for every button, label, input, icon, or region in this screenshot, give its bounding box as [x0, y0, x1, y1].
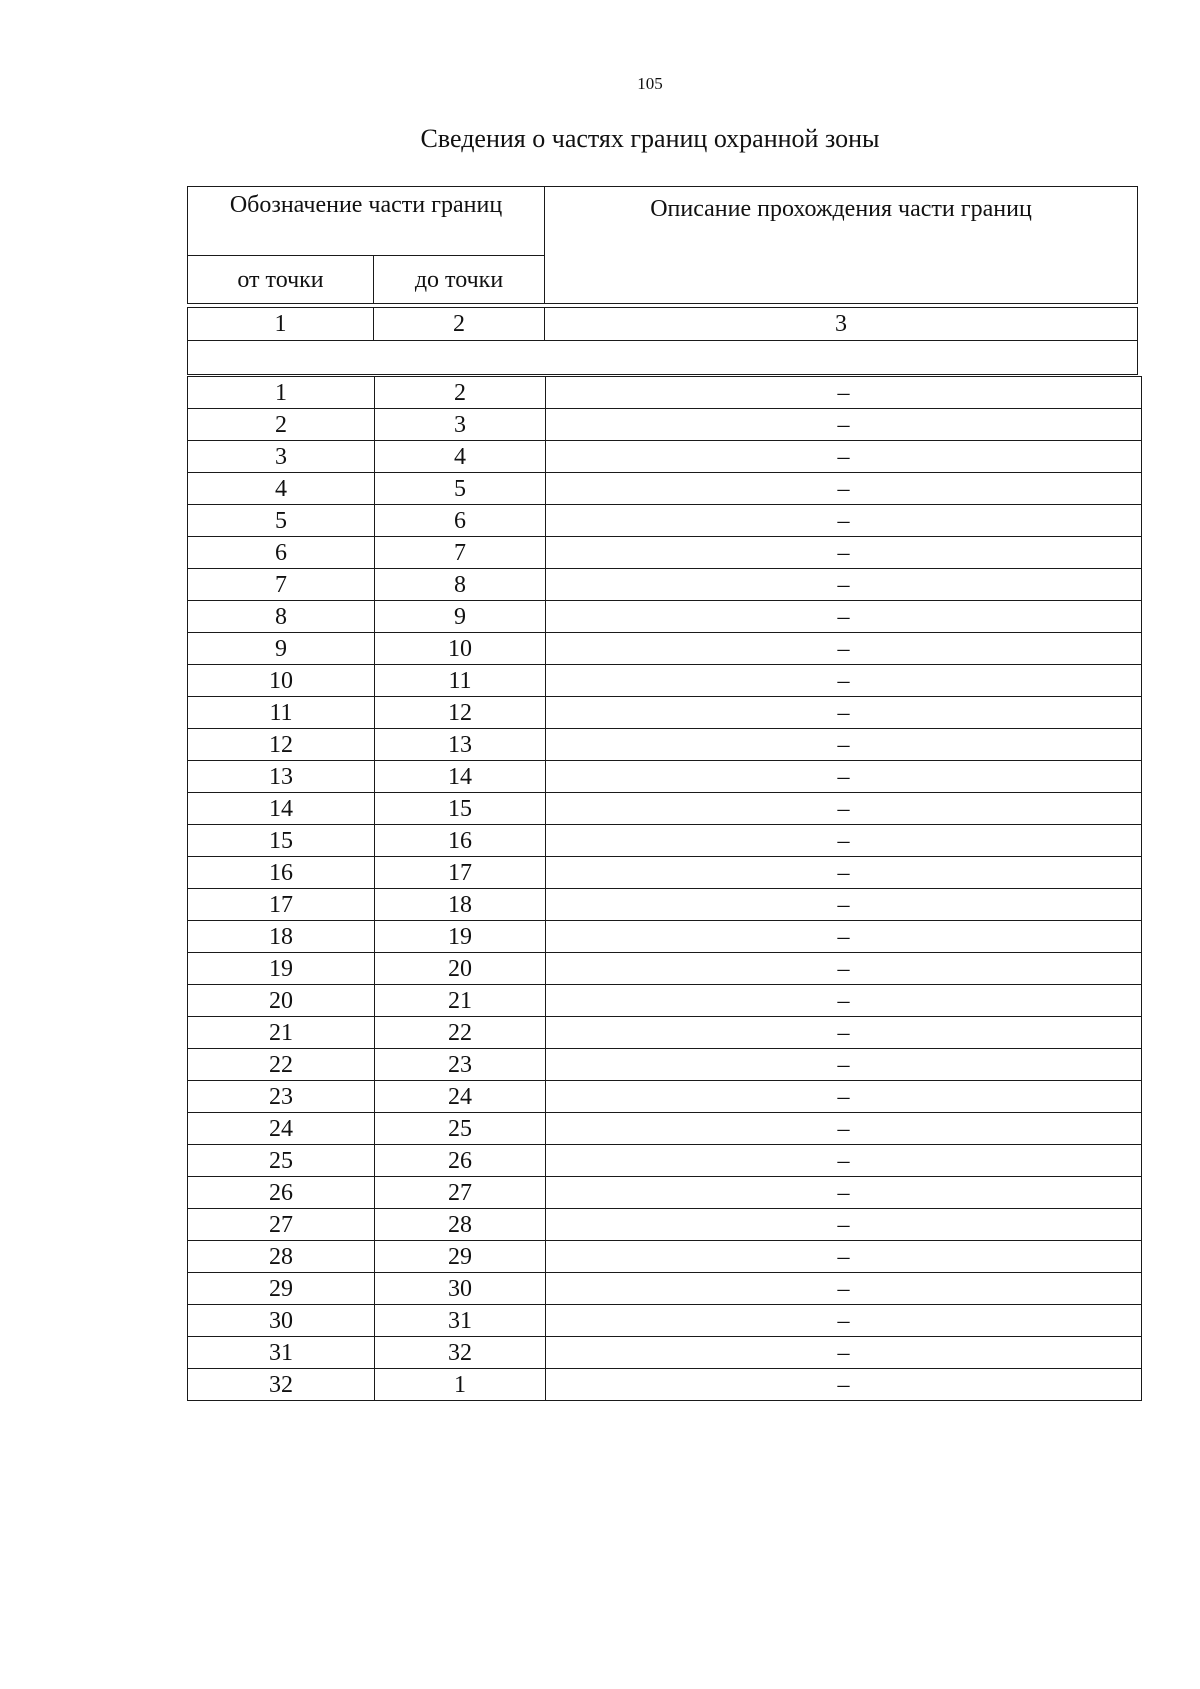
- from-point-cell: 26: [188, 1177, 375, 1209]
- table-row: [188, 729, 1142, 761]
- from-point-cell: 14: [188, 793, 375, 825]
- from-point-cell: 16: [188, 857, 375, 889]
- to-point-cell: 23: [375, 1049, 546, 1081]
- description-cell: –: [546, 985, 1142, 1017]
- to-point-cell: 29: [375, 1241, 546, 1273]
- from-point-cell: 8: [188, 601, 375, 633]
- to-point-cell: 4: [375, 441, 546, 473]
- to-point-cell: 17: [375, 857, 546, 889]
- to-point-cell: 22: [375, 1017, 546, 1049]
- table-row: [188, 1017, 1142, 1049]
- from-point-cell: 17: [188, 889, 375, 921]
- description-cell: –: [546, 761, 1142, 793]
- description-cell: –: [546, 505, 1142, 537]
- from-point-cell: 9: [188, 633, 375, 665]
- from-point-cell: 15: [188, 825, 375, 857]
- column-number-3: 3: [545, 308, 1138, 341]
- description-cell: –: [546, 1049, 1142, 1081]
- table-row: [188, 377, 1142, 409]
- description-cell: –: [546, 1369, 1142, 1401]
- description-cell: –: [546, 1241, 1142, 1273]
- to-point-cell: 11: [375, 665, 546, 697]
- table-row: [188, 921, 1142, 953]
- to-point-cell: 12: [375, 697, 546, 729]
- table-row: [188, 409, 1142, 441]
- from-point-cell: 30: [188, 1305, 375, 1337]
- page-number: 105: [637, 74, 663, 93]
- table-row: [188, 473, 1142, 505]
- from-point-cell: 11: [188, 697, 375, 729]
- to-point-cell: 9: [375, 601, 546, 633]
- table-row: [188, 889, 1142, 921]
- description-cell: –: [546, 1209, 1142, 1241]
- from-point-cell: 23: [188, 1081, 375, 1113]
- boundary-designation-header: Обозначение части границ: [188, 187, 545, 256]
- table-row: [188, 761, 1142, 793]
- table-row: [188, 793, 1142, 825]
- table-row: [188, 1369, 1142, 1401]
- description-cell: –: [546, 1145, 1142, 1177]
- from-point-cell: 18: [188, 921, 375, 953]
- table-row: [188, 633, 1142, 665]
- from-point-cell: 6: [188, 537, 375, 569]
- description-cell: –: [546, 825, 1142, 857]
- from-point-cell: 4: [188, 473, 375, 505]
- to-point-cell: 8: [375, 569, 546, 601]
- to-point-cell: 5: [375, 473, 546, 505]
- description-cell: –: [546, 1177, 1142, 1209]
- description-cell: –: [546, 473, 1142, 505]
- from-point-cell: 29: [188, 1273, 375, 1305]
- from-point-cell: 13: [188, 761, 375, 793]
- description-cell: –: [546, 1017, 1142, 1049]
- table-row: [188, 665, 1142, 697]
- from-point-cell: 1: [188, 377, 375, 409]
- table-row: [188, 697, 1142, 729]
- table-row: [188, 1081, 1142, 1113]
- description-cell: –: [546, 697, 1142, 729]
- table-row: [188, 1113, 1142, 1145]
- description-cell: –: [546, 409, 1142, 441]
- to-point-cell: 28: [375, 1209, 546, 1241]
- boundary-header-table: [187, 186, 1138, 304]
- to-point-cell: 2: [375, 377, 546, 409]
- from-point-cell: 31: [188, 1337, 375, 1369]
- table-row: [188, 1241, 1142, 1273]
- to-point-cell: 24: [375, 1081, 546, 1113]
- column-number-table: [187, 307, 1138, 375]
- from-point-cell: 12: [188, 729, 375, 761]
- to-point-cell: 27: [375, 1177, 546, 1209]
- table-row: [188, 569, 1142, 601]
- description-cell: –: [546, 1081, 1142, 1113]
- to-point-cell: 18: [375, 889, 546, 921]
- table-row: [188, 601, 1142, 633]
- from-point-cell: 24: [188, 1113, 375, 1145]
- table-row: [188, 825, 1142, 857]
- to-point-cell: 21: [375, 985, 546, 1017]
- table-row: [188, 1273, 1142, 1305]
- description-cell: –: [546, 953, 1142, 985]
- table-row: [188, 1177, 1142, 1209]
- column-number-2: 2: [374, 308, 545, 341]
- to-point-cell: 1: [375, 1369, 546, 1401]
- description-cell: –: [546, 1337, 1142, 1369]
- description-cell: –: [546, 1305, 1142, 1337]
- from-point-cell: 20: [188, 985, 375, 1017]
- from-point-cell: 2: [188, 409, 375, 441]
- to-point-header: до точки: [374, 256, 545, 304]
- to-point-cell: 19: [375, 921, 546, 953]
- description-cell: –: [546, 441, 1142, 473]
- column-number-1: 1: [188, 308, 374, 341]
- from-point-cell: 19: [188, 953, 375, 985]
- table-row: [188, 953, 1142, 985]
- description-cell: –: [546, 601, 1142, 633]
- description-cell: –: [546, 377, 1142, 409]
- description-cell: –: [546, 857, 1142, 889]
- to-point-cell: 32: [375, 1337, 546, 1369]
- from-point-header: от точки: [188, 256, 374, 304]
- table-row: [188, 857, 1142, 889]
- boundary-description-header: Описание прохождения части границ: [545, 187, 1138, 304]
- to-point-cell: 10: [375, 633, 546, 665]
- from-point-cell: 27: [188, 1209, 375, 1241]
- to-point-cell: 15: [375, 793, 546, 825]
- table-row: [188, 441, 1142, 473]
- from-point-cell: 28: [188, 1241, 375, 1273]
- document-title: Сведения о частях границ охранной зоны: [420, 124, 880, 153]
- to-point-cell: 7: [375, 537, 546, 569]
- section-row: [188, 341, 1138, 375]
- description-cell: –: [546, 889, 1142, 921]
- from-point-cell: 7: [188, 569, 375, 601]
- table-row: [188, 505, 1142, 537]
- table-row: [188, 1049, 1142, 1081]
- description-cell: –: [546, 633, 1142, 665]
- to-point-cell: 31: [375, 1305, 546, 1337]
- to-point-cell: 13: [375, 729, 546, 761]
- to-point-cell: 25: [375, 1113, 546, 1145]
- to-point-cell: 14: [375, 761, 546, 793]
- description-cell: –: [546, 1113, 1142, 1145]
- table-row: [188, 1305, 1142, 1337]
- description-cell: –: [546, 793, 1142, 825]
- to-point-cell: 20: [375, 953, 546, 985]
- from-point-cell: 32: [188, 1369, 375, 1401]
- to-point-cell: 26: [375, 1145, 546, 1177]
- description-cell: –: [546, 729, 1142, 761]
- description-cell: –: [546, 1273, 1142, 1305]
- description-cell: –: [546, 665, 1142, 697]
- description-cell: –: [546, 921, 1142, 953]
- from-point-cell: 10: [188, 665, 375, 697]
- table-row: [188, 537, 1142, 569]
- table-row: [188, 1337, 1142, 1369]
- from-point-cell: 22: [188, 1049, 375, 1081]
- table-row: [188, 985, 1142, 1017]
- from-point-cell: 21: [188, 1017, 375, 1049]
- boundary-rows-table: [187, 376, 1142, 1401]
- description-cell: –: [546, 537, 1142, 569]
- to-point-cell: 16: [375, 825, 546, 857]
- to-point-cell: 3: [375, 409, 546, 441]
- from-point-cell: 5: [188, 505, 375, 537]
- table-row: [188, 1145, 1142, 1177]
- to-point-cell: 30: [375, 1273, 546, 1305]
- to-point-cell: 6: [375, 505, 546, 537]
- boundary-rows: [188, 377, 1142, 1401]
- from-point-cell: 3: [188, 441, 375, 473]
- from-point-cell: 25: [188, 1145, 375, 1177]
- description-cell: –: [546, 569, 1142, 601]
- table-row: [188, 1209, 1142, 1241]
